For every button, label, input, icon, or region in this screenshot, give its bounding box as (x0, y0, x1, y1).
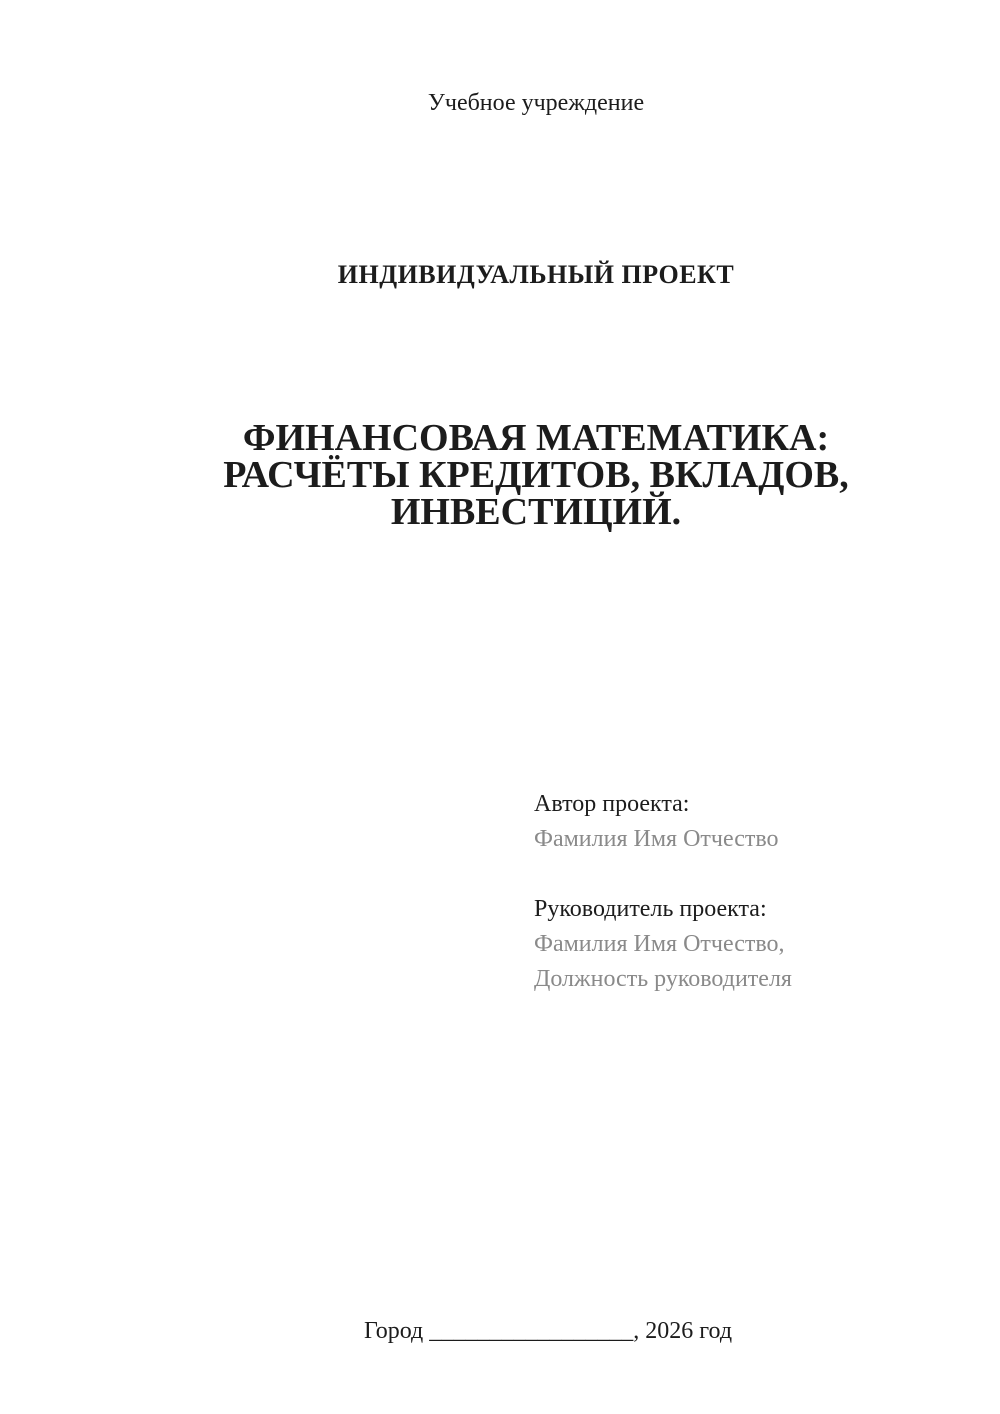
year-text: , 2026 год (633, 1318, 733, 1344)
project-title-line-3: ИНВЕСТИЦИЙ. (390, 491, 682, 533)
credits-spacer (534, 857, 792, 892)
author-name-placeholder: Фамилия Имя Отчество (534, 826, 779, 852)
city-label: Город (363, 1318, 430, 1344)
city-blank-line: _________________ (429, 1318, 634, 1344)
supervisor-label: Руководитель проекта: (534, 896, 767, 922)
project-type-heading: ИНДИВИДУАЛЬНЫЙ ПРОЕКТ (337, 260, 735, 289)
city-year-line (143, 1291, 929, 1372)
credits-block (534, 787, 792, 997)
supervisor-name-placeholder: Фамилия Имя Отчество, (534, 931, 785, 957)
project-title (100, 417, 972, 533)
institution-name: Учебное учреждение (427, 90, 645, 116)
project-title-line-1: ФИНАНСОВАЯ МАТЕМАТИКА: (242, 417, 830, 459)
project-title-line-2: РАСЧЁТЫ КРЕДИТОВ, ВКЛАДОВ, (223, 454, 849, 496)
author-label: Автор проекта: (534, 791, 690, 817)
supervisor-position-placeholder: Должность руководителя (534, 966, 792, 992)
